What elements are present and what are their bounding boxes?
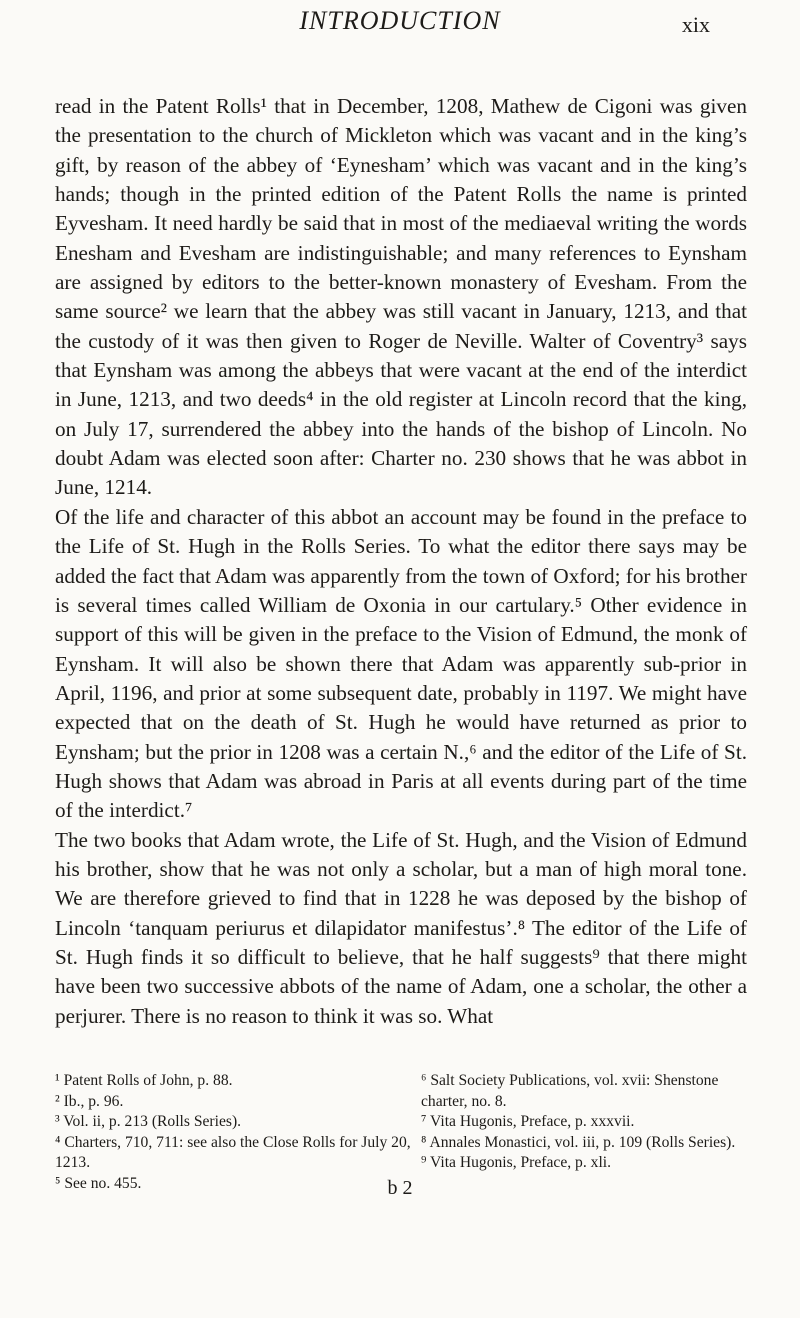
paragraph-1: read in the Patent Rolls¹ that in December, 1208, Mathew de Cigoni was given the presentation to the church of Mickleton which was vacant and in the king’s gift, by reason of the abbey of ‘Eynesham’ which was vacant and in the king’s hands; though in the printed edition of the Patent Rolls the name is printed Eyvesham. It need hardly be said that in most of the mediaeval writing the words Enesham and Evesham are indistinguishable; and many references to Eynsham are assigned by editors to the better-known monastery of Evesham. From the same source² we learn that the abbey was still vacant in January, 1213, and that the custody of it was then given to Roger de Neville. Walter of Coventry³ says that Eynsham was among the abbeys that were vacant at the end of the interdict in June, 1213, and two deeds⁴ in the old register at Lincoln record that the king, on July 17, surrendered the abbey into the hands of the bishop of Lincoln. No doubt Adam was elected soon after: Charter no. 230 shows that he was abbot in June, 1214. — [55, 94, 747, 500]
footnote-3: ³ Vol. ii, p. 213 (Rolls Series). — [55, 1113, 242, 1131]
footnote-1: ¹ Patent Rolls of John, p. 88. — [55, 1072, 233, 1089]
page-number: xix — [681, 12, 710, 37]
paragraph-3: The two books that Adam wrote, the Life of St. Hugh, and the Vision of Edmund his brother, show that he was not only a scholar, but a man of high moral tone. We are therefore grieved to find that in 1228 he was deposed by the bishop of Lincoln ‘tanquam periurus et dilapidator manifestus’.⁸ The editor of the Life of St. Hugh finds it so difficult to believe, that he half suggests⁹ that there might have been two successive abbots of the name of Adam, one a scholar, the other a perjurer. There is no reason to think it was so. What — [55, 827, 747, 1028]
footnote-4: ⁴ Charters, 710, 711: see also the Close Rolls for July 20, 1213. — [55, 1133, 411, 1172]
running-title: INTRODUCTION — [299, 6, 501, 35]
footnote-5: ⁵ See no. 455. — [55, 1174, 142, 1192]
running-head — [0, 4, 800, 44]
footnote-9: ⁹ Vita Hugonis, Preface, p. xli. — [421, 1154, 612, 1172]
body-text — [55, 92, 747, 1031]
footnote-7: ⁷ Vita Hugonis, Preface, p. xxxvii. — [421, 1113, 635, 1131]
footnotes-right-column — [421, 1071, 747, 1174]
footnote-6: ⁶ Salt Society Publications, vol. xvii: Shenstone charter, no. 8. — [421, 1072, 719, 1110]
paragraph-2: Of the life and character of this abbot an account may be found in the preface to the Life of St. Hugh in the Rolls Series. To what the editor there says may be added the fact that Adam was apparently from the town of Oxford; for his brother is several times called William de Oxonia in our cartulary.⁵ Other evidence in support of this will be given in the preface to the Vision of Edmund, the monk of Eynsham. It will also be shown there that Adam was apparently sub-prior in April, 1196, and prior at some subsequent date, probably in 1197. We might have expected that on the death of St. Hugh he would have returned as prior to Eynsham; but the prior in 1208 was a certain N.,⁶ and the editor of the Life of St. Hugh shows that Adam was abroad in Paris at all events during part of the time of the interdict.⁷ — [55, 504, 747, 823]
footnote-2: ² Ib., p. 96. — [55, 1092, 124, 1110]
signature-mark: b 2 — [387, 1177, 413, 1199]
footnote-8: ⁸ Annales Monastici, vol. iii, p. 109 (Rolls Series). — [421, 1133, 736, 1151]
